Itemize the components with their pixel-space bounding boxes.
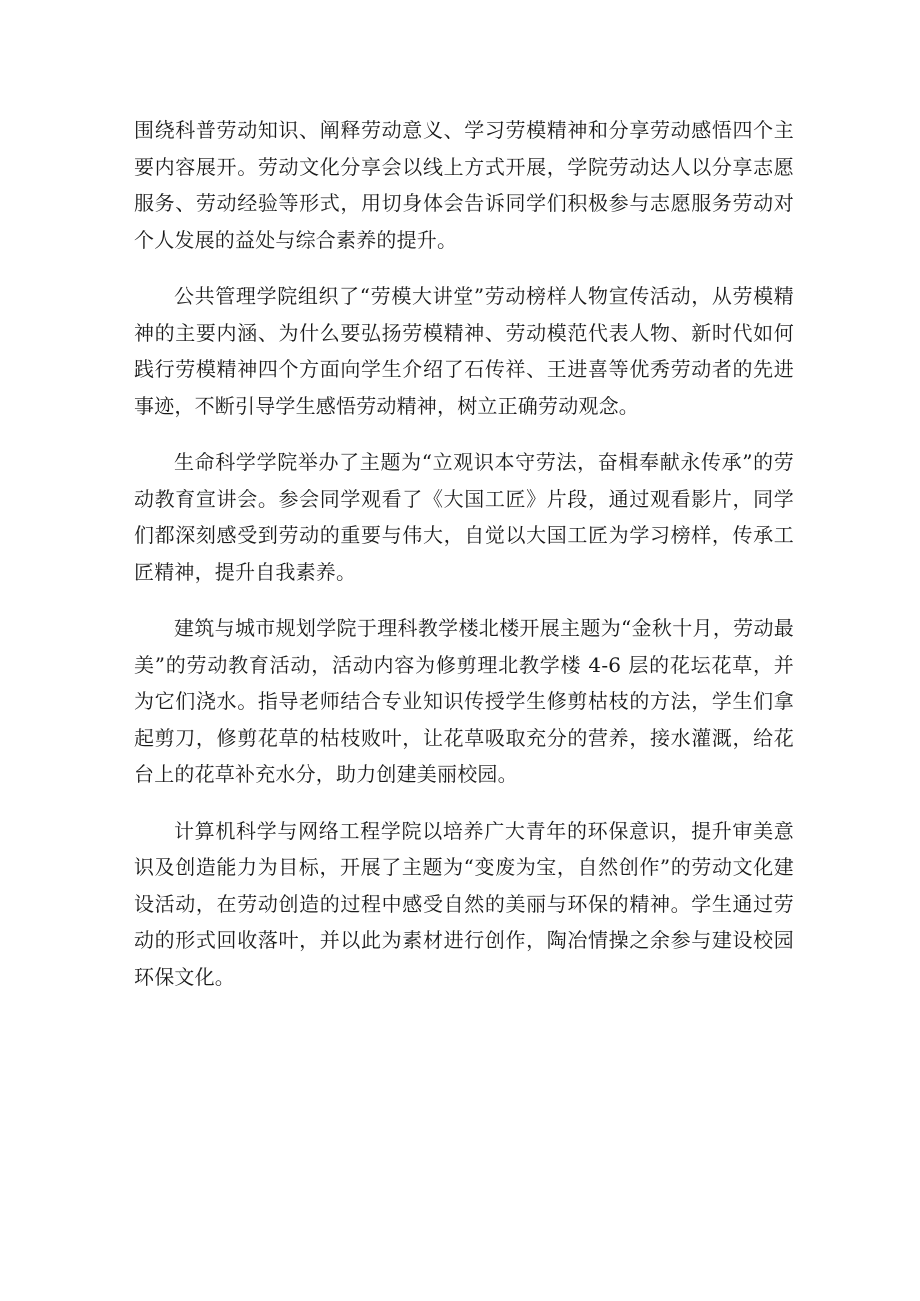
paragraph-computer-science: 计算机科学与网络工程学院以培养广大青年的环保意识，提升审美意识及创造能力为目标，开展了主题为“变废为宝，自然创作”的劳动文化建设活动，在劳动创造的过程中感受自然的美丽与环保的精神。学生通过劳动的形式回收落叶，并以此为素材进行创作，陶冶情操之余参与建设校园环保文化。	[134, 818, 794, 989]
paragraph-public-administration: 公共管理学院组织了“劳模大讲堂”劳动榜样人物宣传活动，从劳模精神的主要内涵、为什么要弘扬劳模精神、劳动模范代表人物、新时代如何践行劳模精神四个方面向学生介绍了石传祥、王进喜等优秀劳动者的先进事迹，不断引导学生感悟劳动精神，树立正确劳动观念。	[134, 284, 794, 418]
paragraph-continued: 围绕科普劳动知识、阐释劳动意义、学习劳模精神和分享劳动感悟四个主要内容展开。劳动文化分享会以线上方式开展，学院劳动达人以分享志愿服务、劳动经验等形式，用切身体会告诉同学们积极参与志愿服务劳动对个人发展的益处与综合素养的提升。	[134, 118, 794, 252]
paragraph-architecture: 建筑与城市规划学院于理科教学楼北楼开展主题为“金秋十月，劳动最美”的劳动教育活动，活动内容为修剪理北教学楼 4-6 层的花坛花草，并为它们浇水。指导老师结合专业知识传授学生修剪枯枝的方法，学生们拿起剪刀，修剪花草的枯枝败叶，让花草吸取充分的营养，接水灌溉，给花台上的花草补充水分，助力创建美丽校园。	[134, 616, 794, 786]
document-body	[134, 112, 794, 1015]
paragraph-life-sciences: 生命科学学院举办了主题为“立观识本守劳法，奋楫奉献永传承”的劳动教育宣讲会。参会同学观看了《大国工匠》片段，通过观看影片，同学们都深刻感受到劳动的重要与伟大，自觉以大国工匠为学习榜样，传承工匠精神，提升自我素养。	[134, 450, 794, 584]
